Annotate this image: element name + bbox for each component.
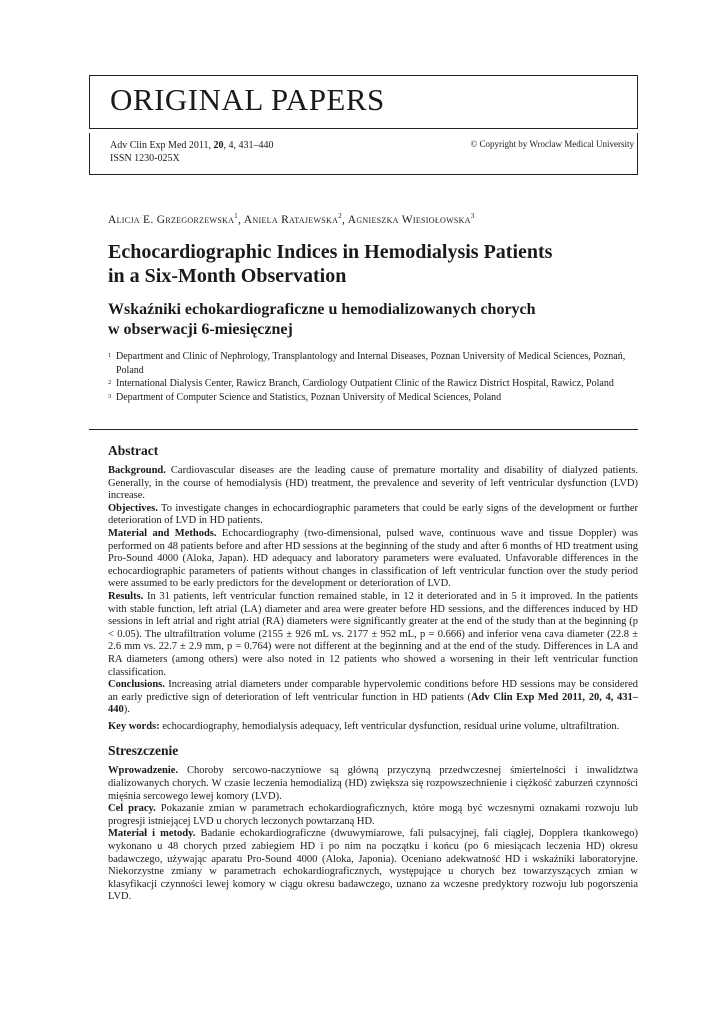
section-text: Badanie echokardiograficzne (dwuwymiarowe, fali pulsacyjnej, fali ciągłej, Dopplera tkankowego) wykonano u 48 chorych przed zabiegiem HD i po nim na początku i końcu (po 6 miesiącach leczenia HD) okresu badawczego, używając aparatu Pro-Sound 4000 (Aloka, Japonia). Oceniano adekwatność HD i wskaźniki laboratoryjne. Niekorzystne zmiany w parametrach echokardiograficznych, występujące u chorych bez towarzyszących zmian w klasyfikacji czynności lewej komory w ciągu okresu badawczego, uznano za wczesne predyktory rozwoju lub pogorszenia LVD. xyxy=(108,828,638,903)
section-text-end: ). xyxy=(123,704,130,716)
streszczenie-heading: Streszczenie xyxy=(108,743,179,759)
title-line: Wskaźniki echokardiograficzne u hemodializowanych chorych xyxy=(108,301,536,318)
author-list xyxy=(108,212,475,226)
keywords-label: Key words: xyxy=(108,720,160,732)
abstract-heading: Abstract xyxy=(108,443,159,458)
affiliation-number: 2 xyxy=(108,379,112,386)
author xyxy=(108,214,244,226)
issn: ISSN 1230-025X xyxy=(110,153,180,164)
abstract-results xyxy=(108,591,638,679)
citation-line xyxy=(110,139,274,152)
article-title-english xyxy=(108,240,628,288)
citation-volume: 20 xyxy=(213,140,224,151)
abstract-conclusions xyxy=(108,679,638,717)
section-text: Increasing atrial diameters under comparable hypervolemic conditions before HD sessions may be considered an early predictive sign of deterioration of left ventricular function in HD patients ( xyxy=(108,679,638,703)
affiliation-text: Department of Computer Science and Statistics, Poznan University of Medical Sciences, Poland xyxy=(116,391,502,403)
author-affil-ref: 2 xyxy=(338,212,343,220)
section-divider xyxy=(89,429,638,430)
affiliations xyxy=(108,350,628,404)
section-label: Conclusions. xyxy=(108,679,165,691)
affiliation-text: Department and Clinic of Nephrology, Transplantology and Internal Diseases, Poznan University of Medical Sciences, Poznań, Poland xyxy=(116,351,626,376)
author-affil-ref: 3 xyxy=(470,212,475,220)
section-label: Wprowadzenie. xyxy=(108,765,179,777)
affiliation-number: 3 xyxy=(108,392,112,400)
citation-pages: , 4, 431–440 xyxy=(223,140,274,151)
section-text: To investigate changes in echocardiographic parameters that could be early signs of the development or further deterioration of LVD in HD patients. xyxy=(108,502,638,527)
streszczenie-metody xyxy=(108,828,638,904)
citation-ref: Adv Clin Exp Med 2011, 20, 4, 431–440 xyxy=(108,691,638,716)
journal-section-title: ORIGINAL PAPERS xyxy=(110,82,385,117)
section-label: Results. xyxy=(108,590,144,602)
abstract-methods xyxy=(108,528,638,591)
section-text: Cardiovascular diseases are the leading cause of premature mortality and disability of dialyzed patients. Generally, in the course of hemodialysis (HD) treatment, the prevalence and severity of left ventricular dysfunction (LVD) increase. xyxy=(108,465,638,502)
section-label: Material and Methods. xyxy=(108,527,217,539)
streszczenie-wprowadzenie xyxy=(108,765,638,803)
author-affil-ref: 1 xyxy=(234,212,239,220)
citation-journal: Adv Clin Exp Med 2011, xyxy=(110,140,214,151)
section-text: In 31 patients, left ventricular function remained stable, in 12 it deteriorated and in 5 it improved. In the patients with stable function, left atrial (LA) diameter and area were greater before HD sessions, and the differences induced by HD sessions in left atrial and right atrial (RA) diameters were significantly greater at the end of the study than at the beginning (p < 0.05). The ultrafiltration volume (2155 ± 926 mL vs. 2177 ± 952 mL, p = 0.666) and inferior vena cava diameter (22.8 ± 2.6 mm vs. 22.7 ± 2.9 mm, p = 0.764) were not different at the beginning and at the end of the study. Differences in LA and RA diameters (among others) were also noted in 12 patients who showed a worsening in their left ventricular function classification. xyxy=(108,590,638,678)
abstract-background xyxy=(108,465,638,503)
author-name: Aniela Ratajewska xyxy=(243,213,339,226)
keywords xyxy=(108,721,638,734)
title-line: w obserwacji 6-miesięcznej xyxy=(108,321,293,338)
section-text: Choroby sercowo-naczyniowe są główną przyczyną przedwczesnej śmiertelności i inwalidztwa dializowanych chorych. W czasie leczenia hemodializą (HD) zwiększa się rozpowszechnienie i ciężkość zaburzeń czynności mięśnia sercowego lewej komory (LVD). xyxy=(108,765,638,802)
affiliation-number: 1 xyxy=(108,352,112,359)
author-separator: , xyxy=(342,213,348,226)
citation-info xyxy=(110,139,274,165)
section-label: Cel pracy. xyxy=(108,803,156,815)
author-name: Alicja E. Grzegorzewska xyxy=(108,213,235,226)
copyright-notice: © Copyright by Wroclaw Medical University xyxy=(470,139,634,149)
article-title-polish xyxy=(108,300,628,340)
title-line: Echocardiographic Indices in Hemodialysis Patients xyxy=(108,241,553,263)
affiliation xyxy=(108,391,628,405)
author xyxy=(348,214,475,226)
abstract-objectives xyxy=(108,503,638,528)
affiliation xyxy=(108,350,628,377)
author xyxy=(244,214,348,226)
author-separator: , xyxy=(238,213,244,226)
author-name: Agnieszka Wiesiołowska xyxy=(347,213,471,226)
section-label: Background. xyxy=(108,465,166,476)
keywords-text: echocardiography, hemodialysis adequacy, left ventricular dysfunction, residual urine volume, ultrafiltration. xyxy=(159,720,620,732)
affiliation xyxy=(108,377,628,391)
affiliation-text: International Dialysis Center, Rawicz Branch, Cardiology Outpatient Clinic of the Rawicz District Hospital, Rawicz, Poland xyxy=(116,378,614,389)
section-text: Pokazanie zmian w parametrach echokardiograficznych, które mogą być wczesnymi oznakami rozwoju lub progresji istniejącej LVD u chorych leczonych powtarzaną HD. xyxy=(108,803,638,827)
section-text: Echocardiography (two-dimensional, pulsed wave, continuous wave and tissue Doppler) was performed on 48 patients before and after HD sessions at the beginning of the study and after 6 months of HD treatment using Pro-Sound 4000 (Aloka, Japan). HD adequacy and laboratory parameters were evaluated. Unfavorable differences in the echocardiographic parameters of patients without changes in classification of left ventricular function over the study period were assumed to be early predictors for the development or deterioration of LVD. xyxy=(108,527,638,590)
section-label: Materiał i metody. xyxy=(108,828,196,840)
title-line: in a Six-Month Observation xyxy=(108,265,347,287)
abstract-block xyxy=(108,443,638,904)
streszczenie-cel xyxy=(108,803,638,828)
section-label: Objectives. xyxy=(108,502,158,514)
